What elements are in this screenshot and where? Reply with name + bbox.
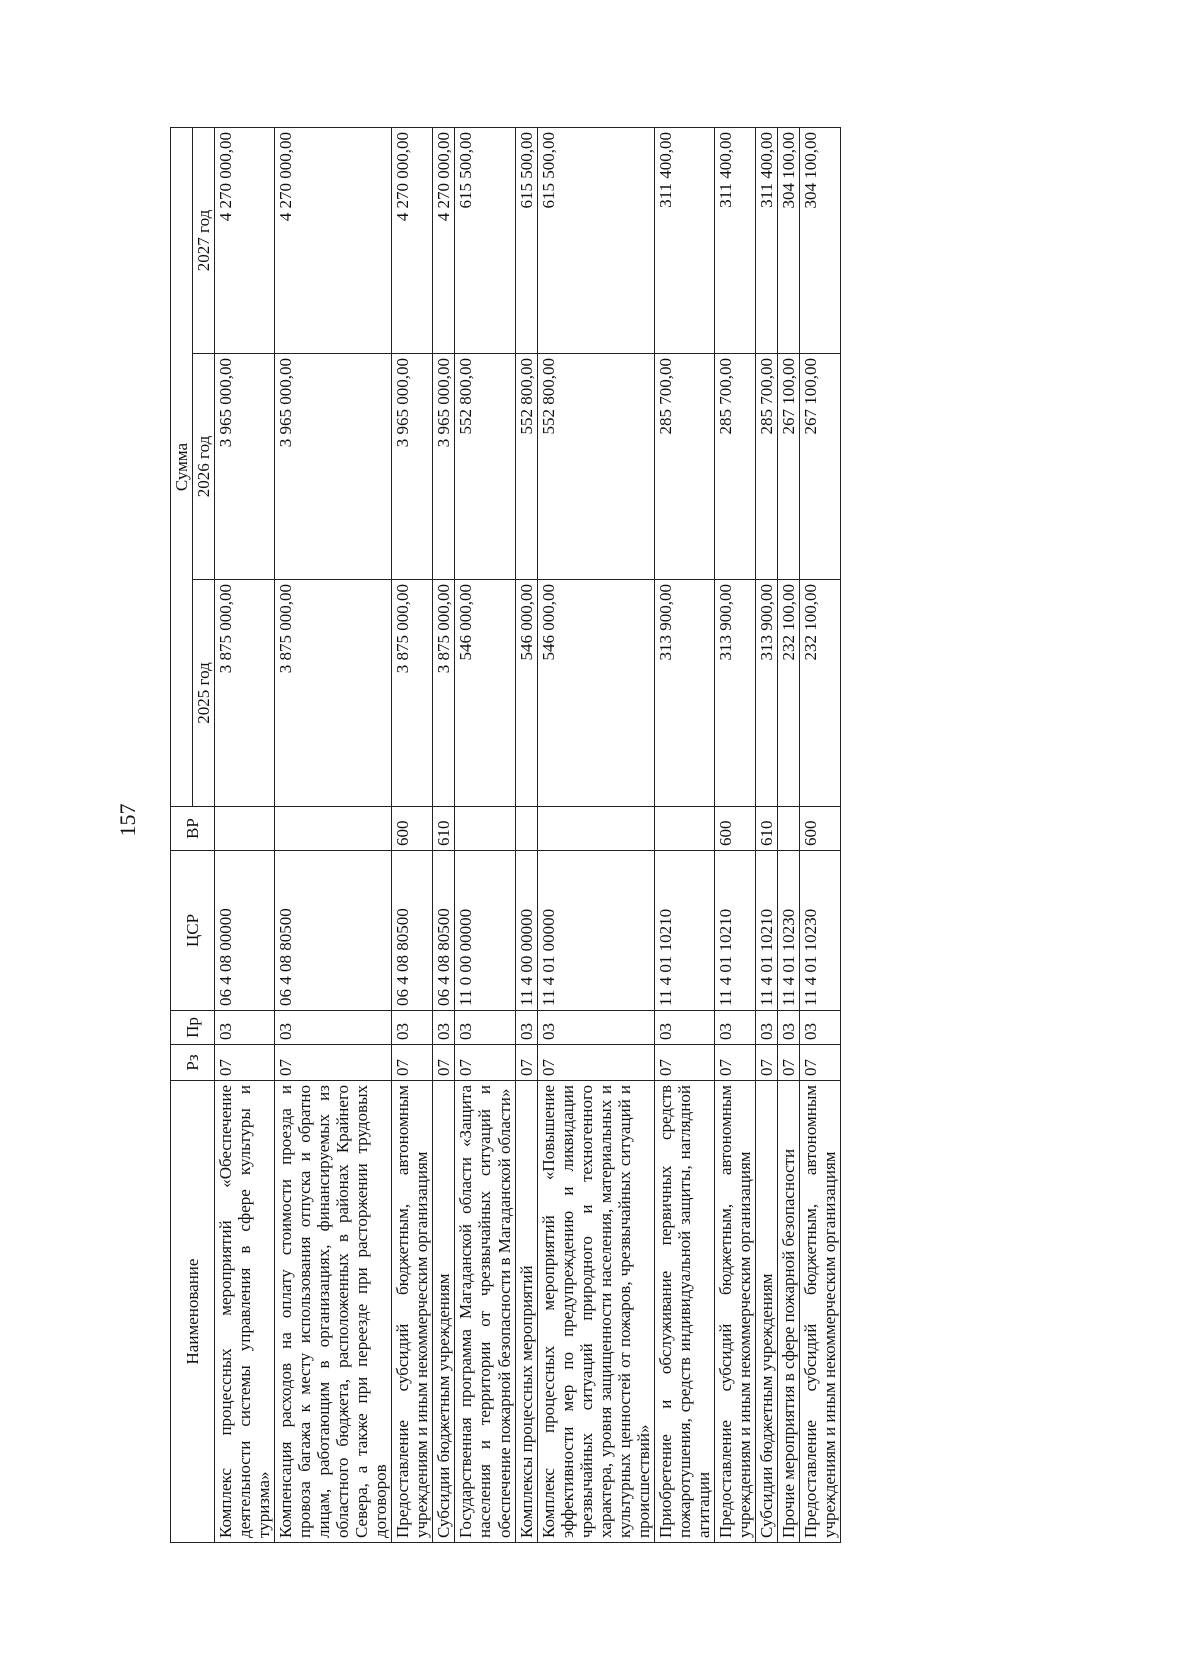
row-sum-2026: 3 965 000,00 [215, 354, 275, 580]
row-sum-2027: 311 400,00 [714, 128, 755, 354]
table-row [215, 128, 275, 1543]
row-csr: 11 4 00 00000 [515, 851, 537, 1011]
row-sum-2027: 4 270 000,00 [433, 128, 455, 354]
row-sum-2026: 552 800,00 [515, 354, 537, 580]
row-vr [215, 807, 275, 851]
row-rz: 07 [392, 1045, 433, 1081]
row-name: Прочие мероприятия в сфере пожарной безопасности [777, 1081, 799, 1543]
row-csr: 06 4 08 80500 [275, 851, 392, 1011]
row-csr: 06 4 08 80500 [433, 851, 455, 1011]
row-vr [275, 807, 392, 851]
row-rz: 07 [275, 1045, 392, 1081]
row-pr: 03 [215, 1011, 275, 1045]
row-sum-2027: 615 500,00 [455, 128, 515, 354]
row-sum-2025: 546 000,00 [515, 580, 537, 807]
row-name: Компенсация расходов на оплату стоимости проезда и провоза багажа к месту использования отпуска и обратно лицам, работающим в организациях, финансируемых из областного бюджета, расположенных в районах Крайнего Севера, а также при переезде при расторжении трудовых договоров [275, 1081, 392, 1543]
header-csr: ЦСР [171, 851, 215, 1011]
row-pr: 03 [777, 1011, 799, 1045]
row-sum-2027: 311 400,00 [654, 128, 714, 354]
row-csr: 06 4 08 00000 [215, 851, 275, 1011]
row-rz: 07 [215, 1045, 275, 1081]
row-sum-2027: 311 400,00 [755, 128, 777, 354]
row-pr: 03 [799, 1011, 840, 1045]
row-sum-2025: 232 100,00 [799, 580, 840, 807]
row-pr: 03 [755, 1011, 777, 1045]
row-sum-2025: 3 875 000,00 [215, 580, 275, 807]
table-row [654, 128, 714, 1543]
row-sum-2026: 552 800,00 [455, 354, 515, 580]
row-csr: 11 4 01 10230 [777, 851, 799, 1011]
row-vr: 600 [392, 807, 433, 851]
row-sum-2026: 552 800,00 [537, 354, 654, 580]
row-sum-2027: 615 500,00 [515, 128, 537, 354]
header-row-1 [171, 128, 193, 1543]
row-sum-2025: 3 875 000,00 [433, 580, 455, 807]
row-sum-2025: 313 900,00 [755, 580, 777, 807]
row-rz: 07 [654, 1045, 714, 1081]
row-csr: 11 4 01 10230 [799, 851, 840, 1011]
table-row [433, 128, 455, 1543]
table-row [777, 128, 799, 1543]
row-vr [777, 807, 799, 851]
row-csr: 11 4 01 10210 [714, 851, 755, 1011]
row-vr [537, 807, 654, 851]
row-sum-2026: 267 100,00 [799, 354, 840, 580]
row-sum-2026: 3 965 000,00 [433, 354, 455, 580]
row-name: Предоставление субсидий бюджетным, автономным учреждениям и иным некоммерческим организациям [714, 1081, 755, 1543]
row-vr [455, 807, 515, 851]
rotated-table-container [170, 128, 1040, 1543]
row-rz: 07 [455, 1045, 515, 1081]
row-csr: 06 4 08 80500 [392, 851, 433, 1011]
row-pr: 03 [537, 1011, 654, 1045]
row-csr: 11 4 01 00000 [537, 851, 654, 1011]
row-rz: 07 [714, 1045, 755, 1081]
row-csr: 11 4 01 10210 [654, 851, 714, 1011]
row-rz: 07 [777, 1045, 799, 1081]
page-number: 157 [115, 803, 140, 837]
header-pr: Пр [171, 1011, 215, 1045]
table-row [799, 128, 840, 1543]
row-sum-2025: 546 000,00 [537, 580, 654, 807]
header-2027: 2027 год [193, 128, 215, 354]
row-rz: 07 [799, 1045, 840, 1081]
row-sum-2026: 267 100,00 [777, 354, 799, 580]
table-row [537, 128, 654, 1543]
table-row [714, 128, 755, 1543]
budget-table [170, 127, 841, 1543]
row-sum-2027: 615 500,00 [537, 128, 654, 354]
row-rz: 07 [515, 1045, 537, 1081]
row-sum-2026: 285 700,00 [714, 354, 755, 580]
row-sum-2026: 3 965 000,00 [275, 354, 392, 580]
row-pr: 03 [515, 1011, 537, 1045]
row-name: Предоставление субсидий бюджетным, автономным учреждениям и иным некоммерческим организациям [799, 1081, 840, 1543]
row-vr: 610 [433, 807, 455, 851]
row-name: Комплекс процессных мероприятий «Повышение эффективности мер по предупреждению и ликвидации чрезвычайных ситуаций природного и техногенного характера, уровня защищенности населения, материальных и культурных ценностей от пожаров, чрезвычайных ситуаций и происшествий» [537, 1081, 654, 1543]
row-sum-2026: 3 965 000,00 [392, 354, 433, 580]
header-sum: Сумма [171, 128, 193, 807]
row-sum-2026: 285 700,00 [654, 354, 714, 580]
row-name: Субсидии бюджетным учреждениям [755, 1081, 777, 1543]
table-row [755, 128, 777, 1543]
row-pr: 03 [714, 1011, 755, 1045]
row-sum-2027: 4 270 000,00 [275, 128, 392, 354]
row-vr: 600 [799, 807, 840, 851]
row-pr: 03 [392, 1011, 433, 1045]
row-rz: 07 [537, 1045, 654, 1081]
header-vr: ВР [171, 807, 215, 851]
row-sum-2027: 4 270 000,00 [392, 128, 433, 354]
row-name: Субсидии бюджетным учреждениям [433, 1081, 455, 1543]
header-2025: 2025 год [193, 580, 215, 807]
row-pr: 03 [654, 1011, 714, 1045]
row-sum-2025: 546 000,00 [455, 580, 515, 807]
row-name: Предоставление субсидий бюджетным, автономным учреждениям и иным некоммерческим организациям [392, 1081, 433, 1543]
row-sum-2025: 313 900,00 [654, 580, 714, 807]
table-row [275, 128, 392, 1543]
row-sum-2025: 232 100,00 [777, 580, 799, 807]
table-row [515, 128, 537, 1543]
row-pr: 03 [455, 1011, 515, 1045]
row-pr: 03 [275, 1011, 392, 1045]
row-sum-2025: 313 900,00 [714, 580, 755, 807]
table-row [392, 128, 433, 1543]
header-name: Наименование [171, 1081, 215, 1543]
row-sum-2025: 3 875 000,00 [275, 580, 392, 807]
header-2026: 2026 год [193, 354, 215, 580]
row-sum-2026: 285 700,00 [755, 354, 777, 580]
row-sum-2027: 4 270 000,00 [215, 128, 275, 354]
header-rz: Рз [171, 1045, 215, 1081]
row-vr [515, 807, 537, 851]
row-csr: 11 4 01 10210 [755, 851, 777, 1011]
row-name: Комплексы процессных мероприятий [515, 1081, 537, 1543]
table-row [455, 128, 515, 1543]
row-sum-2027: 304 100,00 [777, 128, 799, 354]
row-name: Государственная программа Магаданской области «Защита населения и территории от чрезвычайных ситуаций и обеспечение пожарной безопасности в Магаданской области» [455, 1081, 515, 1543]
row-pr: 03 [433, 1011, 455, 1045]
row-vr: 600 [714, 807, 755, 851]
row-vr [654, 807, 714, 851]
row-csr: 11 0 00 00000 [455, 851, 515, 1011]
row-sum-2025: 3 875 000,00 [392, 580, 433, 807]
row-name: Приобретение и обслуживание первичных средств пожаротушения, средств индивидуальной защиты, наглядной агитации [654, 1081, 714, 1543]
row-vr: 610 [755, 807, 777, 851]
row-name: Комплекс процессных мероприятий «Обеспечение деятельности системы управления в сфере культуры и туризма» [215, 1081, 275, 1543]
row-sum-2027: 304 100,00 [799, 128, 840, 354]
row-rz: 07 [755, 1045, 777, 1081]
row-rz: 07 [433, 1045, 455, 1081]
